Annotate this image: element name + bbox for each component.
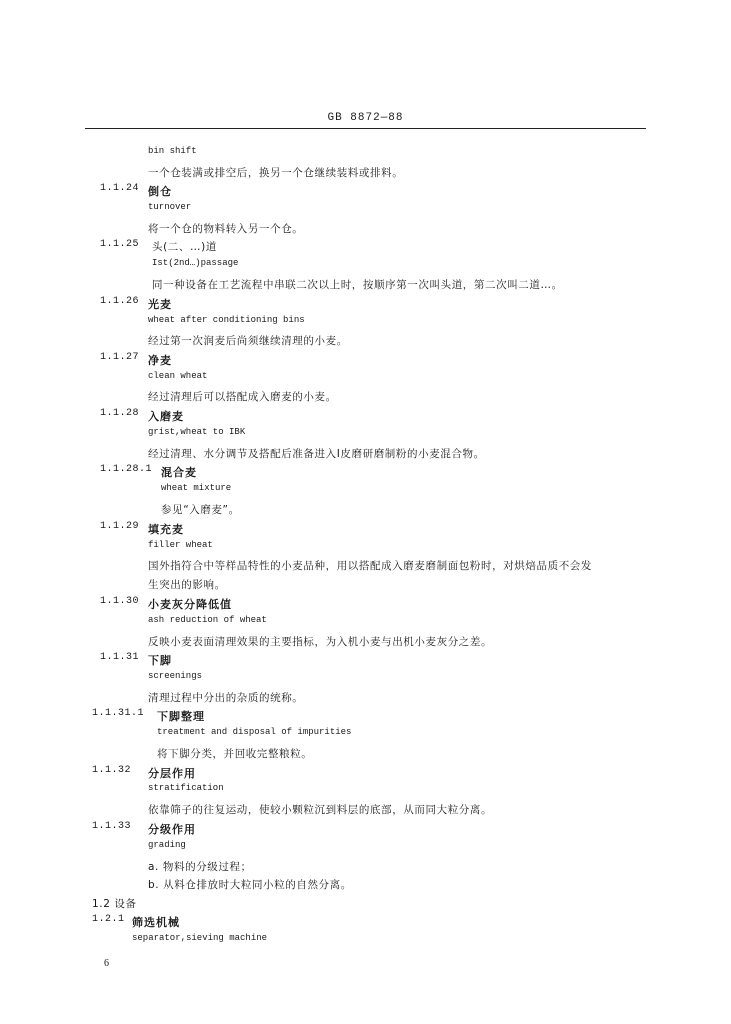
term-heading: 混合麦 <box>161 466 197 479</box>
page-number: 6 <box>104 958 109 969</box>
definition-text: 1.2 设备 <box>92 898 137 910</box>
term-heading: 分级作用 <box>148 823 196 836</box>
definition-text: a. 物料的分级过程； <box>148 861 252 873</box>
term-heading: 下脚 <box>148 654 172 667</box>
term-heading: 倒仓 <box>148 185 172 198</box>
english-term: filler wheat <box>148 540 213 550</box>
english-term: grist,wheat to IBK <box>148 427 246 437</box>
definition-text: 将一个仓的物料转入另一个仓。 <box>148 223 304 235</box>
clause-number: 1.1.25 <box>100 239 140 250</box>
definition-text: 经过清理、水分调节及搭配后准备进入Ⅰ皮磨研磨制粉的小麦混合物。 <box>148 448 485 460</box>
definition-text: 经过清理后可以搭配成入磨麦的小麦。 <box>148 391 337 403</box>
definition-text: 生突出的影响。 <box>148 579 226 591</box>
clause-number: 1.1.29 <box>100 521 140 532</box>
definition-text: 将下脚分类，并回收完整粮粒。 <box>157 748 313 760</box>
english-term: bin shift <box>148 146 197 156</box>
clause-number: 1.2.1 <box>92 914 125 925</box>
term-heading: 分层作用 <box>148 767 196 780</box>
english-term: treatment and disposal of impurities <box>157 727 352 737</box>
english-term: clean wheat <box>148 371 208 381</box>
clause-number: 1.1.26 <box>100 296 140 307</box>
clause-number: 1.1.30 <box>100 596 140 607</box>
english-term: separator,sieving machine <box>132 933 268 943</box>
definition-text: 依靠筛子的往复运动，使较小颗粒沉到料层的底部，从而同大粒分离。 <box>148 804 493 816</box>
term-heading: 筛选机械 <box>132 916 180 929</box>
term-heading: 下脚整理 <box>157 710 205 723</box>
english-term: wheat after conditioning bins <box>148 315 305 325</box>
clause-number: 1.1.31.1 <box>92 708 145 719</box>
clause-number: 1.1.28 <box>100 408 140 419</box>
term-heading: 光麦 <box>148 298 172 311</box>
definition-text: 反映小麦表面清理效果的主要指标，为入机小麦与出机小麦灰分之差。 <box>148 636 493 648</box>
english-term: ash reduction of wheat <box>148 615 267 625</box>
clause-number: 1.1.33 <box>92 821 132 832</box>
clause-number: 1.1.28.1 <box>100 464 153 475</box>
header-rule <box>85 128 646 129</box>
term-heading: 填充麦 <box>148 523 184 536</box>
term-heading: 净麦 <box>148 354 172 367</box>
clause-number: 1.1.24 <box>100 183 140 194</box>
definition-text: 经过第一次润麦后尚须继续清理的小麦。 <box>148 335 348 347</box>
document-header: GB 8872—88 <box>327 112 404 124</box>
definition-text: b. 从料仓排放时大粒同小粒的自然分离。 <box>148 879 352 891</box>
clause-number: 1.1.31 <box>100 652 140 663</box>
english-term: wheat mixture <box>161 483 232 493</box>
term-heading: 入磨麦 <box>148 410 184 423</box>
definition-text: 参见“入磨麦”。 <box>161 504 240 516</box>
definition-text: 国外指符合中等样品特性的小麦品种，用以搭配成入磨麦磨制面包粉时，对烘焙品质不会发 <box>148 560 592 572</box>
definition-text: 清理过程中分出的杂质的统称。 <box>148 692 304 704</box>
english-term: screenings <box>148 671 203 681</box>
term-heading: 小麦灰分降低值 <box>148 598 232 611</box>
english-term: turnover <box>148 202 192 212</box>
english-term: Ist(2nd…)passage <box>152 258 239 268</box>
clause-number: 1.1.27 <box>100 352 140 363</box>
english-term: grading <box>148 840 186 850</box>
english-term: stratification <box>148 783 224 793</box>
definition-text: 同一种设备在工艺流程中串联二次以上时，按顺序第一次叫头道，第二次叫二道…。 <box>152 279 563 291</box>
definition-text: 一个仓装满或排空后，换另一个仓继续装料或排料。 <box>148 167 404 179</box>
clause-number: 1.1.32 <box>92 765 132 776</box>
definition-text: 头(二、…)道 <box>152 241 217 253</box>
